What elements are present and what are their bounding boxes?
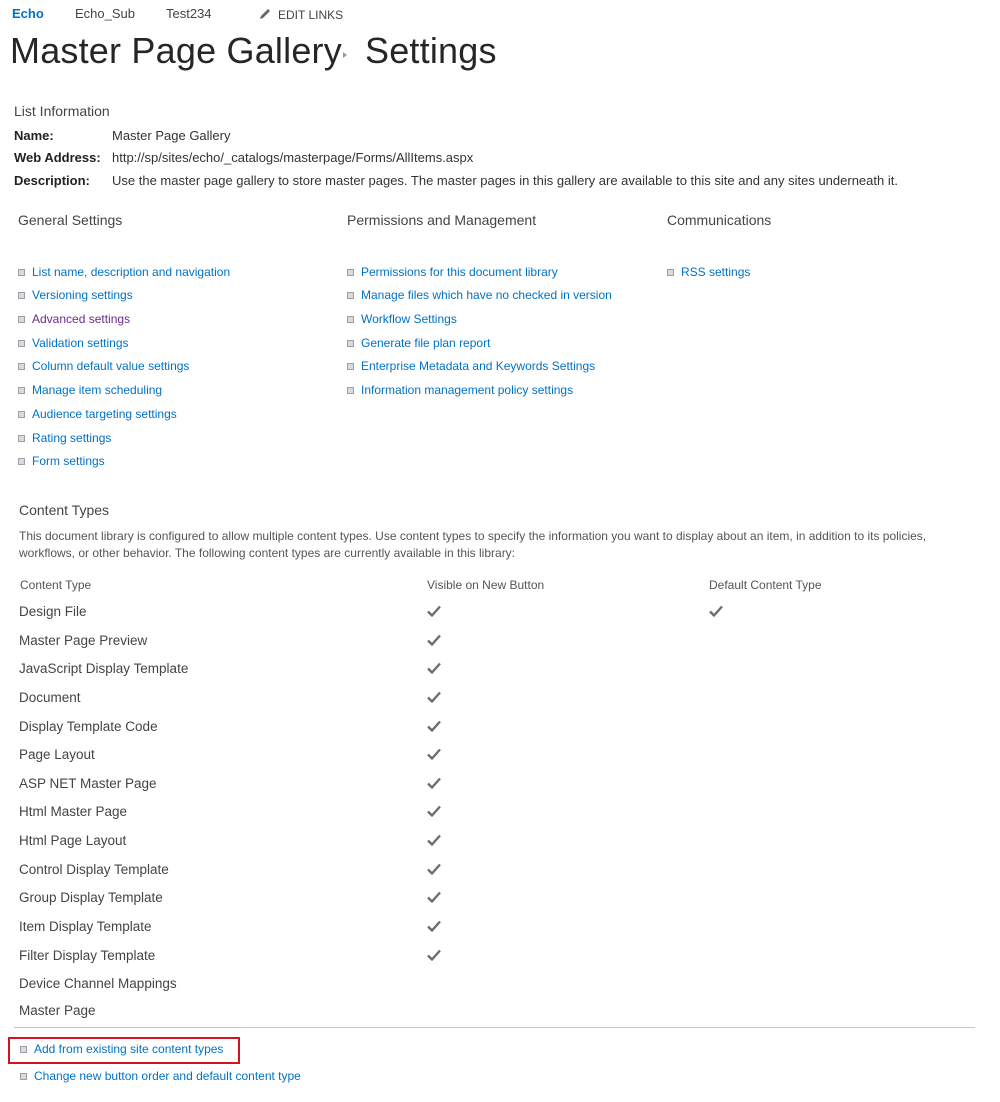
link-label: Rating settings [32, 431, 112, 445]
link-generate-file-plan-report[interactable] [347, 336, 490, 350]
link-add-from-existing-content-types[interactable] [20, 1042, 223, 1056]
name-label: Name: [14, 128, 54, 143]
content-type-row[interactable]: Filter Display Template [19, 948, 156, 963]
content-type-row[interactable]: ASP NET Master Page [19, 776, 157, 791]
web-address-value: http://sp/sites/echo/_catalogs/masterpage/Forms/AllItems.aspx [112, 150, 474, 165]
content-type-row[interactable]: Master Page Preview [19, 633, 148, 648]
content-type-row[interactable]: Html Master Page [19, 804, 128, 819]
link-label: List name, description and navigation [32, 265, 231, 279]
checkmark-icon [426, 889, 442, 905]
link-workflow-settings[interactable] [347, 312, 457, 326]
nav-item-echo[interactable]: Echo [12, 6, 44, 21]
page-title-gallery[interactable]: Master Page Gallery [10, 30, 342, 71]
checkmark-icon [426, 632, 442, 648]
link-rating-settings[interactable] [18, 431, 111, 445]
link-label: RSS settings [681, 265, 751, 279]
link-label: Manage item scheduling [32, 383, 163, 397]
bullet-square-icon [347, 269, 354, 276]
web-address-label: Web Address: [14, 150, 101, 165]
link-audience-targeting-settings[interactable] [18, 407, 177, 421]
bullet-square-icon [347, 292, 354, 299]
content-types-heading: Content Types [19, 502, 110, 518]
checkmark-icon [426, 832, 442, 848]
link-column-default-value-settings[interactable] [18, 359, 189, 373]
bullet-square-icon [18, 387, 25, 394]
general-settings-heading: General Settings [18, 212, 123, 228]
bullet-square-icon [18, 411, 25, 418]
permissions-heading: Permissions and Management [347, 212, 537, 228]
checkmark-icon [708, 603, 724, 619]
link-label: Add from existing site content types [34, 1042, 224, 1056]
content-type-row[interactable]: Design File [19, 604, 87, 619]
edit-links-button[interactable] [258, 6, 343, 22]
bullet-square-icon [20, 1073, 27, 1080]
checkmark-icon [426, 803, 442, 819]
description-value: Use the master page gallery to store master pages. The master pages in this gallery are available to this site and any sites underneath it. [112, 173, 898, 188]
checkmark-icon [426, 603, 442, 619]
nav-item-echo-sub[interactable]: Echo_Sub [75, 6, 135, 21]
link-label: Manage files which have no checked in version [361, 288, 612, 302]
page-title-settings: Settings [365, 30, 497, 71]
link-label: Versioning settings [32, 288, 133, 302]
link-advanced-settings[interactable] [18, 312, 130, 326]
description-label: Description: [14, 173, 90, 188]
bullet-square-icon [347, 316, 354, 323]
pencil-icon [258, 7, 272, 21]
link-versioning-settings[interactable] [18, 288, 133, 302]
content-type-row[interactable]: Page Layout [19, 747, 95, 762]
content-type-row[interactable]: Device Channel Mappings [19, 976, 177, 991]
bullet-square-icon [18, 316, 25, 323]
link-label: Validation settings [32, 336, 129, 350]
link-label: Generate file plan report [361, 336, 491, 350]
link-rss-settings[interactable] [667, 265, 750, 279]
checkmark-icon [426, 861, 442, 877]
link-enterprise-metadata-keywords[interactable] [347, 359, 595, 373]
name-value: Master Page Gallery [112, 128, 231, 143]
bullet-square-icon [18, 292, 25, 299]
checkmark-icon [426, 718, 442, 734]
bullet-square-icon [347, 363, 354, 370]
content-type-row[interactable]: Item Display Template [19, 919, 152, 934]
bullet-square-icon [667, 269, 674, 276]
link-label: Workflow Settings [361, 312, 457, 326]
link-validation-settings[interactable] [18, 336, 129, 350]
bullet-square-icon [18, 458, 25, 465]
link-manage-files-no-checked-in[interactable] [347, 288, 612, 302]
checkmark-icon [426, 689, 442, 705]
col-header-content-type: Content Type [20, 578, 92, 592]
breadcrumb-arrow-icon [343, 52, 347, 58]
list-information-heading: List Information [14, 103, 110, 119]
link-list-name-description-navigation[interactable] [18, 265, 230, 279]
content-type-row[interactable]: Display Template Code [19, 719, 158, 734]
nav-item-test234[interactable]: Test234 [166, 6, 212, 21]
checkmark-icon [426, 947, 442, 963]
bullet-square-icon [347, 340, 354, 347]
content-types-description: This document library is configured to allow multiple content types. Use content types to specify the information you want to display about an item, in addition to its policies, workflows, or other behavior. The following content types are currently available in this library: [19, 529, 927, 560]
link-information-management-policy[interactable] [347, 383, 573, 397]
communications-heading: Communications [667, 212, 772, 228]
content-type-row[interactable]: Master Page [19, 1003, 96, 1018]
content-type-row[interactable]: Control Display Template [19, 862, 169, 877]
checkmark-icon [426, 918, 442, 934]
link-label: Enterprise Metadata and Keywords Settings [361, 359, 596, 373]
bullet-square-icon [18, 363, 25, 370]
link-label: Information management policy settings [361, 383, 574, 397]
edit-links-label: EDIT LINKS [278, 8, 344, 22]
content-type-row[interactable]: Html Page Layout [19, 833, 127, 848]
link-label: Change new button order and default content type [34, 1069, 301, 1083]
checkmark-icon [426, 746, 442, 762]
content-types-divider [14, 1027, 975, 1028]
link-form-settings[interactable] [18, 454, 105, 468]
link-label: Column default value settings [32, 359, 190, 373]
link-change-new-button-order[interactable] [20, 1069, 301, 1083]
col-header-visible: Visible on New Button [427, 578, 545, 592]
bullet-square-icon [18, 269, 25, 276]
bullet-square-icon [20, 1046, 27, 1053]
link-label: Advanced settings [32, 312, 131, 326]
col-header-default: Default Content Type [709, 578, 822, 592]
bullet-square-icon [18, 340, 25, 347]
content-type-row[interactable]: Group Display Template [19, 890, 163, 905]
link-label: Audience targeting settings [32, 407, 177, 421]
bullet-square-icon [18, 435, 25, 442]
content-type-row[interactable]: Document [19, 690, 81, 705]
link-permissions-document-library[interactable] [347, 265, 558, 279]
bullet-square-icon [347, 387, 354, 394]
checkmark-icon [426, 660, 442, 676]
link-label: Form settings [32, 454, 105, 468]
link-manage-item-scheduling[interactable] [18, 383, 162, 397]
link-label: Permissions for this document library [361, 265, 558, 279]
checkmark-icon [426, 775, 442, 791]
content-type-row[interactable]: JavaScript Display Template [19, 661, 189, 676]
